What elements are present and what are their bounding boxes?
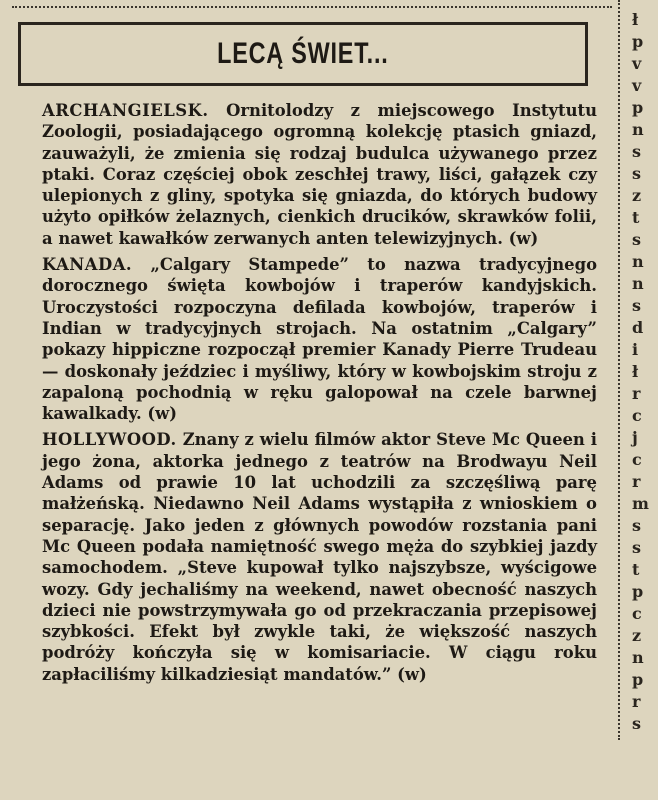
news-body: Znany z wielu filmów aktor Steve Mc Queen i jego żona, aktorka jednego z teatrów na Brodwayu Neil Adams od prawie 10 lat uchodzili za szczęśliwą parę małżeńską. Niedawno Neil Adams wystąpiła z wnioskiem o separację. Jako jeden z głównych powodów rozstania pani Mc Queen podała namiętność swego męża do szybkiej jazdy samochodem. „Steve kupował tylko najszybsze, wyścigowe wozy. Gdy jechaliśmy na weekend, nawet obecność naszych dzieci nie powstrzymywała go od przekraczania przepisowej szybkości. Efekt był zwykle taki, że większość naszych podróży kończyła się w komisariacie. W ciągu roku zapłaciliśmy kilkadziesiąt mandatów.” (w) — [42, 430, 597, 684]
edge-letter: p — [632, 670, 644, 689]
headline-box — [18, 22, 588, 86]
edge-letter: s — [632, 714, 642, 733]
edge-letter: z — [632, 626, 642, 645]
edge-letter: n — [632, 648, 644, 667]
edge-letter: n — [632, 274, 644, 293]
edge-letter: c — [632, 406, 642, 425]
edge-letter: p — [632, 32, 644, 51]
edge-letter: ł — [632, 362, 639, 381]
news-body: „Calgary Stampede” to nazwa tradycyjnego dorocznego święta kowbojów i traperów kandyjskich. Uroczystości rozpoczyna defilada kowbojów, traperów i Indian w tradycyjnych strojach. Na ostatnim „Calgary” pokazy hippiczne rozpoczął premier Kanady Pierre Trudeau — doskonały jeździec i myśliwy, który w kowbojskim stroju z zapaloną pochodnią w ręku galopował na czele barwnej kawalkady. (w) — [42, 255, 597, 424]
dateline: KANADA. — [42, 255, 133, 275]
edge-letter: i — [632, 340, 639, 359]
news-item-hollywood — [42, 429, 597, 685]
edge-letter: p — [632, 582, 644, 601]
edge-letter: s — [632, 538, 642, 557]
edge-letter: m — [632, 494, 649, 513]
edge-letter: s — [632, 296, 642, 315]
edge-letter: t — [632, 560, 640, 579]
edge-letter: j — [632, 428, 638, 447]
edge-letter: r — [632, 692, 641, 711]
edge-letter: s — [632, 142, 642, 161]
edge-letter: r — [632, 384, 641, 403]
edge-letter: n — [632, 120, 644, 139]
edge-letter: p — [632, 98, 644, 117]
top-dotted-rule — [12, 6, 612, 8]
edge-letter: s — [632, 164, 642, 183]
headline: LECĄ ŚWIET... — [217, 37, 389, 70]
edge-letter: s — [632, 230, 642, 249]
adjacent-column-fragment — [630, 0, 658, 800]
edge-letter: r — [632, 472, 641, 491]
edge-letter: v — [632, 54, 642, 73]
edge-letter: ł — [632, 10, 639, 29]
edge-letter: n — [632, 252, 644, 271]
article-column — [42, 100, 597, 690]
edge-letter: s — [632, 516, 642, 535]
news-item-archangielsk — [42, 100, 597, 249]
dateline: ARCHANGIELSK. — [42, 101, 209, 120]
edge-letter: c — [632, 604, 642, 623]
edge-letter: d — [632, 318, 644, 337]
edge-letter: z — [632, 186, 642, 205]
edge-letter: t — [632, 208, 640, 227]
column-dotted-rule — [618, 0, 620, 740]
news-body: Ornitolodzy z miejscowego Instytutu Zoologii, posiadającego ogromną kolekcję ptasich gniazd, zauważyli, że zmienia się rodzaj budulca używanego przez ptaki. Coraz częściej obok zeschłej trawy, liści, gałązek czy ulepionych z gliny, spotyka się gniazda, do których budowy użyto opiłków żelaznych, cienkich drucików, skrawków folii, a nawet kawałków zerwanych anten telewizyjnych. (w) — [42, 101, 597, 248]
dateline: HOLLYWOOD. — [42, 430, 177, 450]
news-item-kanada — [42, 254, 597, 424]
edge-letter: v — [632, 76, 642, 95]
edge-letter: c — [632, 450, 642, 469]
